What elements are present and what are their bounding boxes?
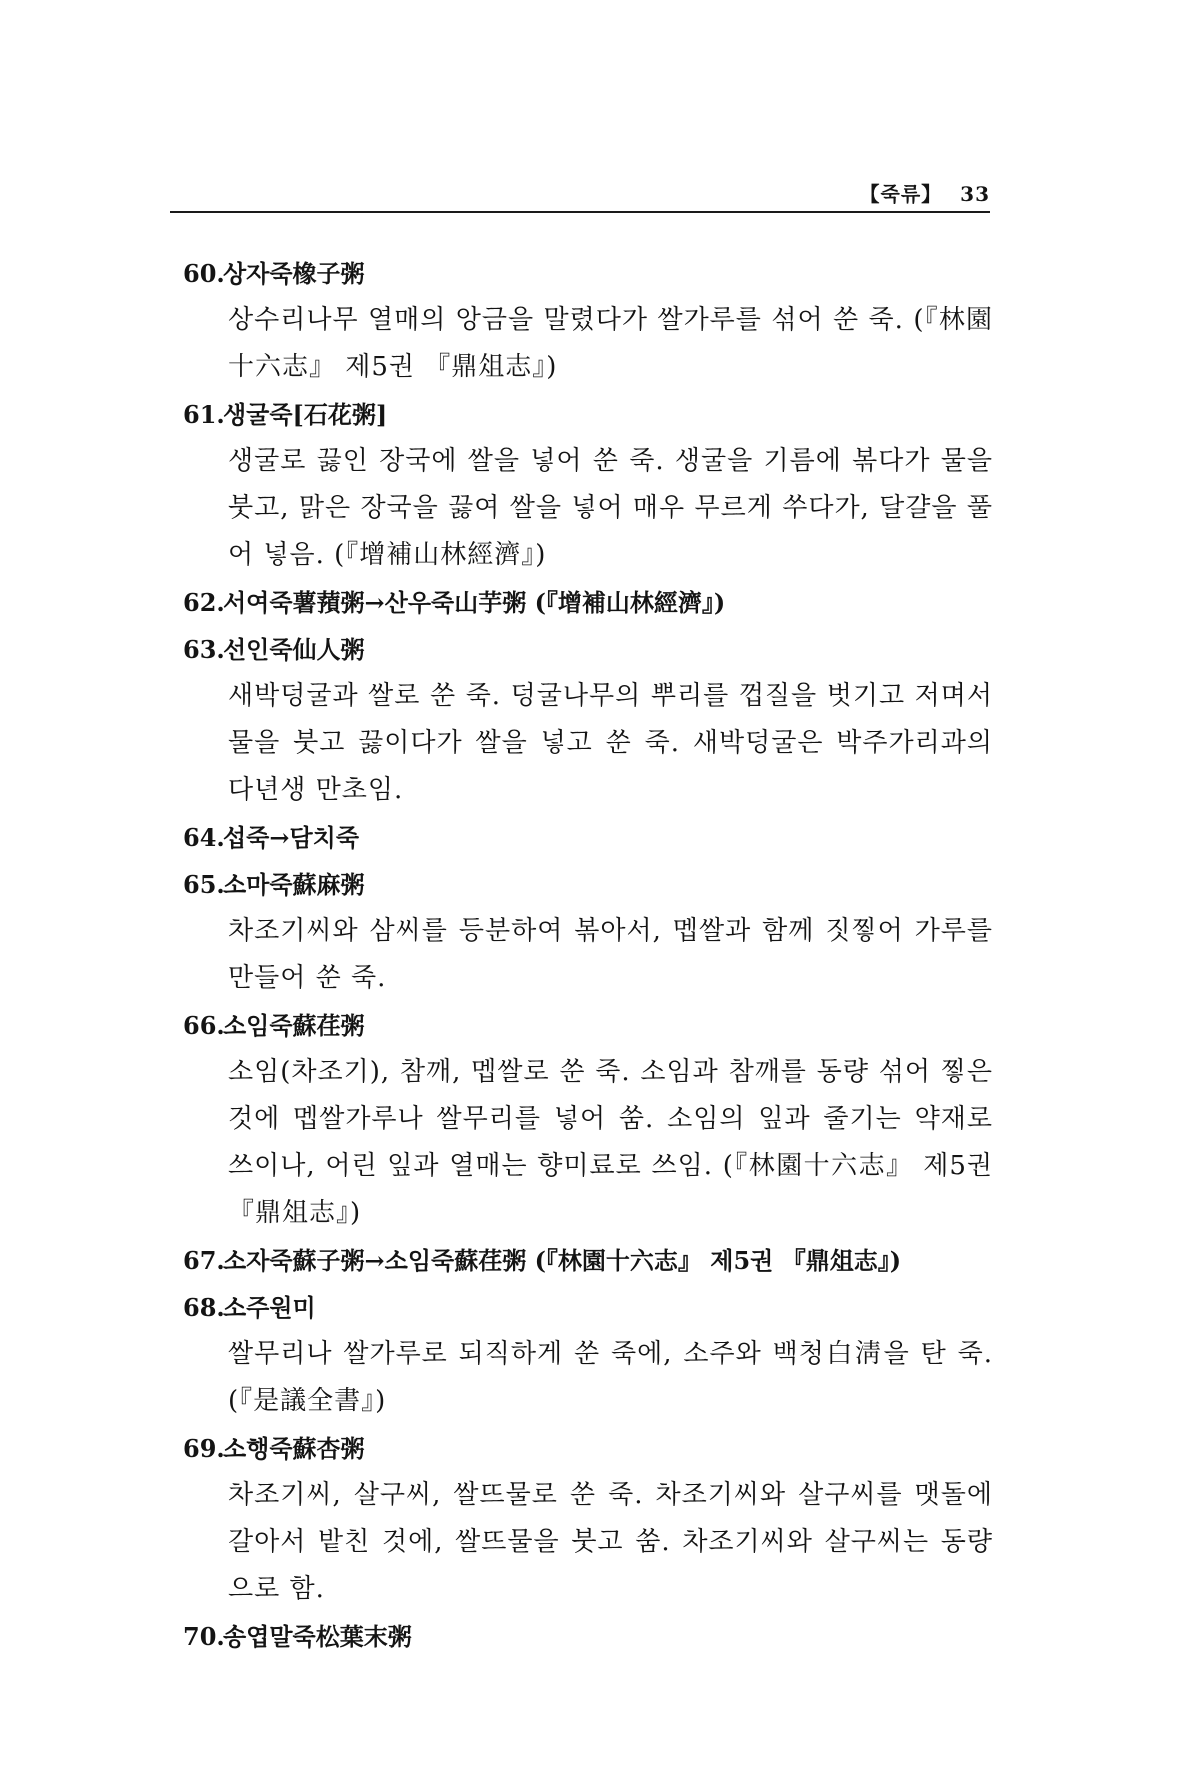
entry-headword: 상자죽橡子粥 <box>223 259 365 288</box>
entry-70 <box>183 1613 993 1660</box>
entry-number: 60. <box>183 259 225 288</box>
entry-number: 66. <box>183 1011 225 1040</box>
entry-65 <box>183 861 993 1002</box>
entry-headline <box>183 1284 993 1331</box>
entry-number: 67. <box>183 1246 225 1275</box>
entry-headline <box>183 1425 993 1472</box>
entry-headline <box>183 391 993 438</box>
page-number: 33 <box>960 182 990 206</box>
entry-61 <box>183 391 993 579</box>
entry-headword: 소행죽蘇杏粥 <box>223 1434 365 1463</box>
entry-headline <box>183 1237 993 1284</box>
entry-headword: 송엽말죽松葉末粥 <box>223 1622 412 1651</box>
entry-headword: 선인죽仙人粥 <box>223 635 365 664</box>
entry-number: 70. <box>183 1622 225 1651</box>
entry-66 <box>183 1002 993 1237</box>
entry-number: 64. <box>183 823 225 852</box>
entry-number: 61. <box>183 400 225 429</box>
entry-list <box>183 250 993 1660</box>
entry-headword: 소임죽蘇荏粥 <box>223 1011 365 1040</box>
entry-body: 상수리나무 열매의 앙금을 말렸다가 쌀가루를 섞어 쑨 죽. (『林園十六志』 제5권 『鼎俎志』) <box>228 305 993 382</box>
entry-headline <box>183 1613 993 1660</box>
entry-body: 차조기씨와 삼씨를 등분하여 볶아서, 멥쌀과 함께 짓찧어 가루를 만들어 쑨 죽. <box>228 916 993 993</box>
entry-body: 소임(차조기), 참깨, 멥쌀로 쑨 죽. 소임과 참깨를 동량 섞어 찧은 것에 멥쌀가루나 쌀무리를 넣어 쑴. 소임의 잎과 줄기는 약재로 쓰이나, 어린 잎과 열매는 향미료로 쓰임. (『林園十六志』 제5권 『鼎俎志』) <box>228 1057 993 1228</box>
section-title: 【죽류】 <box>859 182 943 206</box>
entry-headline <box>183 579 993 626</box>
entry-headline <box>183 814 993 861</box>
entry-headword: 서여죽薯蕷粥→산우죽山芋粥 (『增補山林經濟』) <box>223 588 726 617</box>
entry-64 <box>183 814 993 861</box>
entry-headword: 소자죽蘇子粥→소임죽蘇荏粥 (『林園十六志』 제5권 『鼎俎志』) <box>223 1246 902 1275</box>
running-head <box>170 178 990 208</box>
entry-body: 새박덩굴과 쌀로 쑨 죽. 덩굴나무의 뿌리를 껍질을 벗기고 저며서 물을 붓고 끓이다가 쌀을 넣고 쑨 죽. 새박덩굴은 박주가리과의 다년생 만초임. <box>228 681 993 805</box>
entry-body: 생굴로 끓인 장국에 쌀을 넣어 쑨 죽. 생굴을 기름에 볶다가 물을 붓고, 맑은 장국을 끓여 쌀을 넣어 매우 무르게 쑤다가, 달걀을 풀어 넣음. (『增補山林經濟』) <box>228 446 993 570</box>
entry-number: 69. <box>183 1434 225 1463</box>
entry-number: 62. <box>183 588 225 617</box>
entry-body: 쌀무리나 쌀가루로 되직하게 쑨 죽에, 소주와 백청白淸을 탄 죽. (『是議全書』) <box>228 1339 993 1416</box>
entry-headline <box>183 1002 993 1049</box>
entry-63 <box>183 626 993 814</box>
entry-headline <box>183 250 993 297</box>
entry-69 <box>183 1425 993 1613</box>
entry-headword: 생굴죽[石花粥] <box>223 400 388 429</box>
entry-body: 차조기씨, 살구씨, 쌀뜨물로 쑨 죽. 차조기씨와 살구씨를 맷돌에 갈아서 밭친 것에, 쌀뜨물을 붓고 쑴. 차조기씨와 살구씨는 동량으로 함. <box>228 1480 993 1604</box>
entry-number: 63. <box>183 635 225 664</box>
entry-headword: 소마죽蘇麻粥 <box>223 870 365 899</box>
entry-headword: 소주원미 <box>223 1293 316 1322</box>
entry-headline <box>183 861 993 908</box>
entry-68 <box>183 1284 993 1425</box>
entry-headline <box>183 626 993 673</box>
entry-62 <box>183 579 993 626</box>
entry-number: 65. <box>183 870 225 899</box>
entry-67 <box>183 1237 993 1284</box>
entry-headword: 섭죽→담치죽 <box>223 823 360 852</box>
header-rule <box>170 211 990 213</box>
entry-number: 68. <box>183 1293 225 1322</box>
entry-60 <box>183 250 993 391</box>
